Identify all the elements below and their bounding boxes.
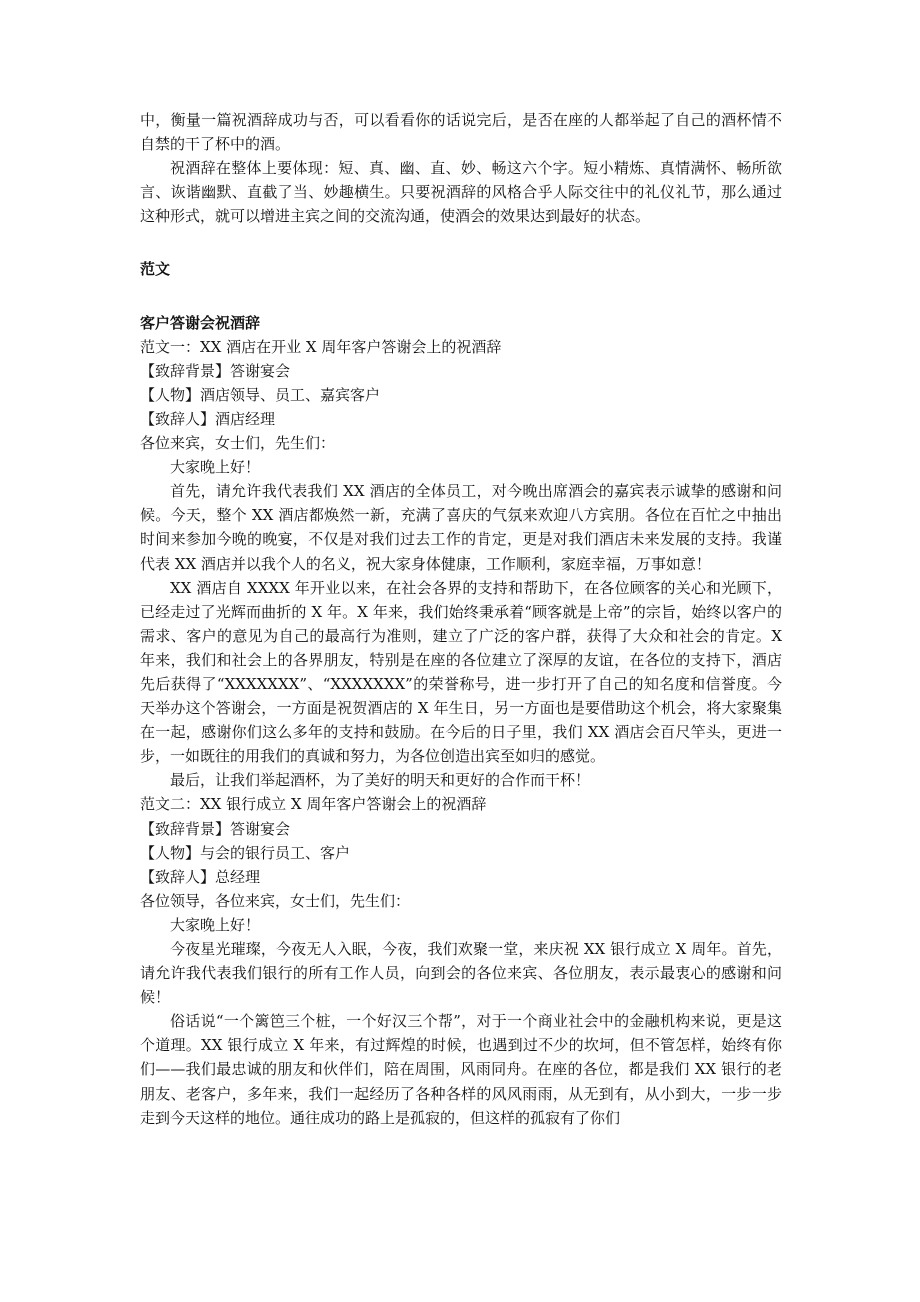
sample2-greeting: 大家晚上好！ [170,915,261,934]
section-title: 范文 [140,260,171,279]
sample1-background: 【致辞背景】答谢宴会 [140,361,291,380]
sample2-title: 范文二：XX 银行成立 X 周年客户答谢会上的祝酒辞 [140,795,487,814]
sample1-paragraph-3: 最后，让我们举起酒杯，为了美好的明天和更好的合作而干杯！ [170,771,591,790]
sample1-title: 范文一：XX 酒店在开业 X 周年客户答谢会上的祝酒辞 [140,337,502,356]
sample2-background: 【致辞背景】答谢宴会 [140,819,291,838]
sample1-people: 【人物】酒店领导、员工、嘉宾客户 [140,385,381,404]
sample2-paragraph-2: 俗话说“一个篱笆三个桩，一个好汉三个帮”，对于一个商业社会中的金融机构来说，更是这个道理。XX 银行成立 X 年来，有过辉煌的时候，也遇到过不少的坎坷，但不管怎样，始终有你们——我们最忠诚的朋友和伙伴们，陪在周围，风雨同舟。在座的各位，都是我们 XX 银行的老朋友、老客户，多年来，我们一起经历了各种各样的风风雨雨，从无到有，从小到大，一步一步走到今天这样的地位。通往成功的路上是孤寂的，但这样的孤寂有了你们 [140,1012,782,1127]
document-page [140,108,782,1130]
sample2-paragraph-1: 今夜星光璀璨，今夜无人入眠，今夜，我们欢聚一堂，来庆祝 XX 银行成立 X 周年。首先，请允许我代表我们银行的所有工作人员，向到会的各位来宾、各位朋友，表示最衷心的感谢和问候！ [140,940,782,1007]
sample1-paragraph-1: 首先，请允许我代表我们 XX 酒店的全体员工，对今晚出席酒会的嘉宾表示诚挚的感谢和问候。今天，整个 XX 酒店都焕然一新，充满了喜庆的气氛来欢迎八方宾朋。各位在百忙之中抽出时间来参加今晚的晚宴，不仅是对我们过去工作的肯定，更是对我们酒店未来发展的支持。我谨代表 XX 酒店并以我个人的名义，祝大家身体健康，工作顺利，家庭幸福，万事如意！ [140,482,782,573]
intro-paragraph-2: 祝酒辞在整体上要体现：短、真、幽、直、妙、畅这六个字。短小精炼、真情满怀、畅所欲言、诙谐幽默、直截了当、妙趣横生。只要祝酒辞的风格合乎人际交往中的礼仪礼节，那么通过这种形式，就可以增进主宾之间的交流沟通，使酒会的效果达到最好的状态。 [140,159,782,226]
sample2-salutation: 各位领导，各位来宾，女士们，先生们： [140,891,411,910]
sample2-people: 【人物】与会的银行员工、客户 [140,843,351,862]
sample2-speaker: 【致辞人】总经理 [140,867,261,886]
sample1-paragraph-2: XX 酒店自 XXXX 年开业以来，在社会各界的支持和帮助下，在各位顾客的关心和光顾下，已经走过了光辉而曲折的 X 年。X 年来，我们始终秉承着“顾客就是上帝”的宗旨，始终以客户的需求、客户的意见为自己的最高行为准则，建立了广泛的客户群，获得了大众和社会的肯定。X 年来，我们和社会上的各界朋友，特别是在座的各位建立了深厚的友谊，在各位的支持下，酒店先后获得了“XXXXXXX”、“XXXXXXX”的荣誉称号，进一步打开了自己的知名度和信誉度。今天举办这个答谢会，一方面是祝贺酒店的 X 年生日，另一方面也是要借助这个机会，将大家聚集在一起，感谢你们这么多年的支持和鼓励。在今后的日子里，我们 XX 酒店会百尺竿头，更进一步，一如既往的用我们的真诚和努力，为各位创造出宾至如归的感觉。 [140,578,782,766]
subsection-title: 客户答谢会祝酒辞 [140,313,261,332]
sample1-greeting: 大家晚上好！ [170,458,261,477]
sample1-speaker: 【致辞人】酒店经理 [140,409,276,428]
sample1-salutation: 各位来宾，女士们，先生们： [140,434,336,453]
intro-paragraph-1: 中，衡量一篇祝酒辞成功与否，可以看看你的话说完后，是否在座的人都举起了自己的酒杯情不自禁的干了杯中的酒。 [140,111,782,154]
